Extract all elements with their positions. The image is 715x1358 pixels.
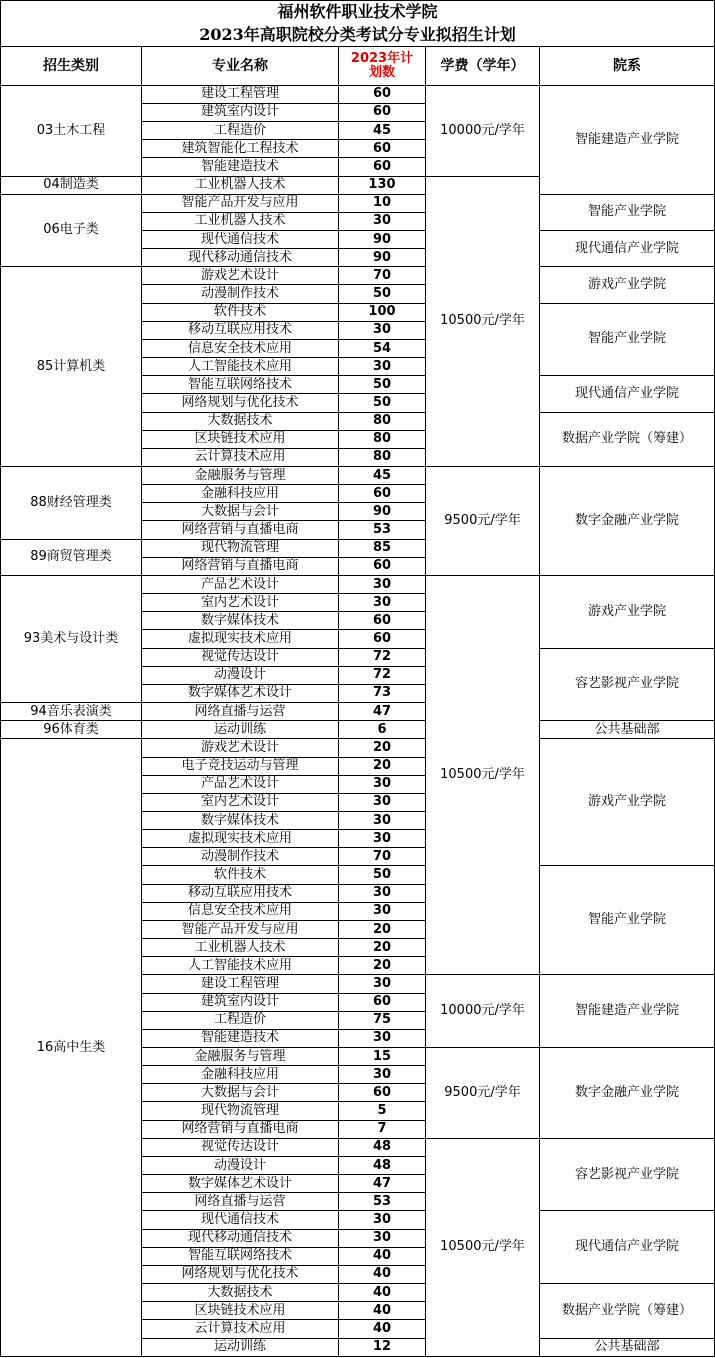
major-cell: 建设工程管理: [142, 975, 339, 993]
plan-count-cell: 50: [339, 376, 426, 394]
plan-count-cell: 30: [339, 811, 426, 829]
plan-count-cell: 50: [339, 866, 426, 884]
plan-count-cell: 30: [339, 884, 426, 902]
table-row: [1, 739, 715, 757]
major-cell: 工业机器人技术: [142, 212, 339, 230]
major-cell: 游戏艺术设计: [142, 739, 339, 757]
plan-count-cell: 60: [339, 158, 426, 176]
major-cell: 建筑智能化工程技术: [142, 140, 339, 158]
plan-count-cell: 54: [339, 339, 426, 357]
major-cell: 产品艺术设计: [142, 575, 339, 593]
major-cell: 虚拟现实技术应用: [142, 630, 339, 648]
major-cell: 工业机器人技术: [142, 176, 339, 194]
major-cell: 智能产品开发与应用: [142, 920, 339, 938]
major-cell: 产品艺术设计: [142, 775, 339, 793]
category-cell: 96体育类: [1, 721, 142, 739]
plan-count-cell: 80: [339, 430, 426, 448]
fee-cell: 9500元/学年: [426, 1048, 540, 1139]
major-cell: 动漫制作技术: [142, 848, 339, 866]
major-cell: 人工智能技术应用: [142, 957, 339, 975]
major-cell: 工程造价: [142, 1011, 339, 1029]
plan-count-cell: 20: [339, 920, 426, 938]
plan-count-cell: 48: [339, 1138, 426, 1156]
category-cell: 88财经管理类: [1, 467, 142, 540]
fee-cell: 9500元/学年: [426, 467, 540, 576]
header-plan-line-1: 2023年计: [350, 51, 414, 67]
plan-count-cell: 30: [339, 902, 426, 920]
major-cell: 视觉传达设计: [142, 1138, 339, 1156]
plan-count-cell: 80: [339, 412, 426, 430]
major-cell: 网络直播与运营: [142, 703, 339, 721]
header-plan-line-2: 划数: [368, 65, 395, 81]
college-cell: 现代通信产业学院: [540, 376, 715, 412]
plan-count-cell: 48: [339, 1156, 426, 1174]
category-cell: 94音乐表演类: [1, 703, 142, 721]
fee-cell: 10500元/学年: [426, 1138, 540, 1356]
major-cell: 建设工程管理: [142, 85, 339, 103]
plan-count-cell: 15: [339, 1048, 426, 1066]
major-cell: 现代移动通信技术: [142, 249, 339, 267]
plan-count-cell: 73: [339, 684, 426, 702]
plan-count-cell: 40: [339, 1284, 426, 1302]
plan-count-cell: 45: [339, 122, 426, 140]
header-fee: 学费（学年）: [426, 47, 540, 85]
table-row: [1, 721, 715, 739]
category-cell: 06电子类: [1, 194, 142, 267]
fee-cell: 10500元/学年: [426, 176, 540, 467]
major-cell: 移动互联应用技术: [142, 884, 339, 902]
plan-count-cell: 12: [339, 1338, 426, 1356]
plan-count-cell: 53: [339, 1193, 426, 1211]
college-cell: 智能建造产业学院: [540, 975, 715, 1048]
major-cell: 网络营销与直播电商: [142, 521, 339, 539]
major-cell: 现代物流管理: [142, 539, 339, 557]
major-cell: 云计算技术应用: [142, 1320, 339, 1338]
plan-count-cell: 72: [339, 666, 426, 684]
plan-count-cell: 80: [339, 448, 426, 466]
plan-count-cell: 40: [339, 1247, 426, 1265]
major-cell: 现代移动通信技术: [142, 1229, 339, 1247]
plan-count-cell: 90: [339, 503, 426, 521]
major-cell: 网络规划与优化技术: [142, 1265, 339, 1283]
major-cell: 运动训练: [142, 721, 339, 739]
college-cell: 智能产业学院: [540, 303, 715, 376]
major-cell: 视觉传达设计: [142, 648, 339, 666]
header-major: 专业名称: [142, 47, 339, 85]
plan-count-cell: 60: [339, 103, 426, 121]
plan-count-cell: 7: [339, 1120, 426, 1138]
major-cell: 智能产品开发与应用: [142, 194, 339, 212]
major-cell: 现代物流管理: [142, 1102, 339, 1120]
fee-cell: 10000元/学年: [426, 85, 540, 176]
plan-count-cell: 30: [339, 358, 426, 376]
major-cell: 电子竞技运动与管理: [142, 757, 339, 775]
plan-count-cell: 30: [339, 775, 426, 793]
plan-count-cell: 30: [339, 575, 426, 593]
title-line-1: 福州软件职业技术学院: [1, 1, 715, 24]
plan-count-cell: 20: [339, 739, 426, 757]
plan-count-cell: 20: [339, 939, 426, 957]
table-body: [1, 1, 715, 1357]
college-cell: 智能建造产业学院: [540, 85, 715, 194]
plan-count-cell: 60: [339, 1084, 426, 1102]
plan-count-cell: 10: [339, 194, 426, 212]
major-cell: 现代通信技术: [142, 230, 339, 248]
major-cell: 网络直播与运营: [142, 1193, 339, 1211]
header-college: 院系: [540, 47, 715, 85]
major-cell: 软件技术: [142, 303, 339, 321]
college-cell: 公共基础部: [540, 721, 715, 739]
plan-count-cell: 47: [339, 1175, 426, 1193]
category-cell: 89商贸管理类: [1, 539, 142, 575]
plan-count-cell: 40: [339, 1265, 426, 1283]
major-cell: 运动训练: [142, 1338, 339, 1356]
major-cell: 工程造价: [142, 122, 339, 140]
major-cell: 建筑室内设计: [142, 103, 339, 121]
category-cell: 85计算机类: [1, 267, 142, 467]
major-cell: 大数据技术: [142, 412, 339, 430]
plan-count-cell: 20: [339, 957, 426, 975]
major-cell: 金融服务与管理: [142, 1048, 339, 1066]
major-cell: 建筑室内设计: [142, 993, 339, 1011]
table-row: [1, 85, 715, 103]
college-cell: 游戏产业学院: [540, 267, 715, 303]
plan-count-cell: 90: [339, 249, 426, 267]
major-cell: 数字媒体技术: [142, 612, 339, 630]
plan-count-cell: 60: [339, 557, 426, 575]
plan-count-cell: 30: [339, 212, 426, 230]
major-cell: 室内艺术设计: [142, 793, 339, 811]
plan-count-cell: 75: [339, 1011, 426, 1029]
plan-count-cell: 50: [339, 285, 426, 303]
major-cell: 金融服务与管理: [142, 467, 339, 485]
plan-count-cell: 60: [339, 630, 426, 648]
college-cell: 智能产业学院: [540, 194, 715, 230]
plan-count-cell: 6: [339, 721, 426, 739]
plan-count-cell: 20: [339, 757, 426, 775]
plan-count-cell: 30: [339, 594, 426, 612]
major-cell: 信息安全技术应用: [142, 902, 339, 920]
major-cell: 动漫设计: [142, 666, 339, 684]
plan-count-cell: 100: [339, 303, 426, 321]
major-cell: 虚拟现实技术应用: [142, 830, 339, 848]
plan-count-cell: 60: [339, 485, 426, 503]
college-cell: 数字金融产业学院: [540, 1048, 715, 1139]
fee-cell: 10000元/学年: [426, 975, 540, 1048]
plan-count-cell: 85: [339, 539, 426, 557]
plan-count-cell: 72: [339, 648, 426, 666]
category-cell: 03土木工程: [1, 85, 142, 176]
plan-count-cell: 90: [339, 230, 426, 248]
plan-count-cell: 47: [339, 703, 426, 721]
fee-cell: 10500元/学年: [426, 575, 540, 974]
major-cell: 金融科技应用: [142, 1066, 339, 1084]
plan-count-cell: 30: [339, 1029, 426, 1047]
major-cell: 网络营销与直播电商: [142, 557, 339, 575]
table-row: [1, 194, 715, 212]
college-cell: 游戏产业学院: [540, 739, 715, 866]
major-cell: 室内艺术设计: [142, 594, 339, 612]
college-cell: 智能产业学院: [540, 866, 715, 975]
plan-count-cell: 50: [339, 394, 426, 412]
header-plan: [339, 47, 426, 85]
table-row: [1, 267, 715, 285]
plan-count-cell: 30: [339, 1211, 426, 1229]
table-row: [1, 467, 715, 485]
college-cell: 容艺影视产业学院: [540, 648, 715, 721]
major-cell: 区块链技术应用: [142, 1302, 339, 1320]
category-cell: 16高中生类: [1, 739, 142, 1357]
college-cell: 数字金融产业学院: [540, 467, 715, 576]
college-cell: 游戏产业学院: [540, 575, 715, 648]
plan-count-cell: 40: [339, 1320, 426, 1338]
major-cell: 云计算技术应用: [142, 448, 339, 466]
major-cell: 现代通信技术: [142, 1211, 339, 1229]
header-row: [1, 47, 715, 85]
header-category: 招生类别: [1, 47, 142, 85]
plan-count-cell: 30: [339, 1066, 426, 1084]
major-cell: 数字媒体艺术设计: [142, 684, 339, 702]
table-row: [1, 575, 715, 593]
college-cell: 容艺影视产业学院: [540, 1138, 715, 1211]
major-cell: 网络规划与优化技术: [142, 394, 339, 412]
major-cell: 软件技术: [142, 866, 339, 884]
major-cell: 数字媒体技术: [142, 811, 339, 829]
major-cell: 大数据技术: [142, 1284, 339, 1302]
major-cell: 信息安全技术应用: [142, 339, 339, 357]
college-cell: 数据产业学院（筹建）: [540, 1284, 715, 1338]
major-cell: 动漫制作技术: [142, 285, 339, 303]
major-cell: 数字媒体艺术设计: [142, 1175, 339, 1193]
category-cell: 93美术与设计类: [1, 575, 142, 702]
major-cell: 智能建造技术: [142, 158, 339, 176]
college-cell: 现代通信产业学院: [540, 230, 715, 266]
major-cell: 移动互联应用技术: [142, 321, 339, 339]
college-cell: 数据产业学院（筹建）: [540, 412, 715, 466]
plan-count-cell: 130: [339, 176, 426, 194]
plan-count-cell: 45: [339, 467, 426, 485]
major-cell: 智能互联网络技术: [142, 376, 339, 394]
major-cell: 大数据与会计: [142, 1084, 339, 1102]
plan-count-cell: 40: [339, 1302, 426, 1320]
plan-count-cell: 30: [339, 321, 426, 339]
plan-count-cell: 70: [339, 848, 426, 866]
major-cell: 金融科技应用: [142, 485, 339, 503]
major-cell: 大数据与会计: [142, 503, 339, 521]
plan-count-cell: 70: [339, 267, 426, 285]
plan-count-cell: 30: [339, 1229, 426, 1247]
major-cell: 智能建造技术: [142, 1029, 339, 1047]
plan-count-cell: 60: [339, 993, 426, 1011]
major-cell: 区块链技术应用: [142, 430, 339, 448]
major-cell: 游戏艺术设计: [142, 267, 339, 285]
plan-count-cell: 30: [339, 975, 426, 993]
major-cell: 智能互联网络技术: [142, 1247, 339, 1265]
plan-count-cell: 53: [339, 521, 426, 539]
major-cell: 动漫设计: [142, 1156, 339, 1174]
major-cell: 工业机器人技术: [142, 939, 339, 957]
title-line-2: 2023年高职院校分类考试分专业拟招生计划: [1, 24, 715, 47]
plan-count-cell: 5: [339, 1102, 426, 1120]
major-cell: 人工智能技术应用: [142, 358, 339, 376]
college-cell: 现代通信产业学院: [540, 1211, 715, 1284]
plan-count-cell: 60: [339, 140, 426, 158]
major-cell: 网络营销与直播电商: [142, 1120, 339, 1138]
plan-count-cell: 60: [339, 85, 426, 103]
plan-count-cell: 30: [339, 830, 426, 848]
plan-count-cell: 60: [339, 612, 426, 630]
category-cell: 04制造类: [1, 176, 142, 194]
plan-count-cell: 30: [339, 793, 426, 811]
college-cell: 公共基础部: [540, 1338, 715, 1356]
